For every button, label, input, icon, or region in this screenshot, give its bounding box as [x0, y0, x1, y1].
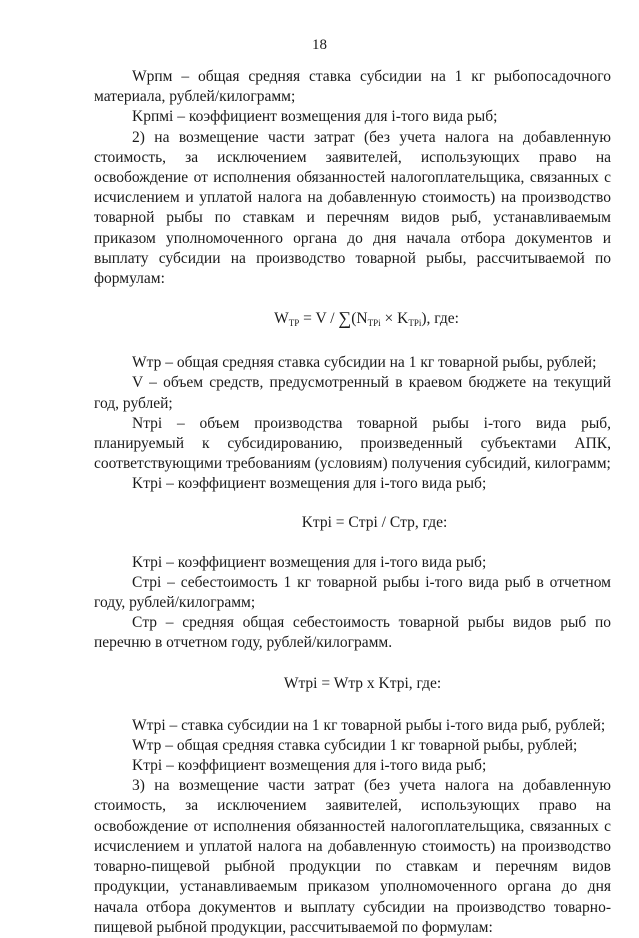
- paragraph: Kтрi – коэффициент возмещения для i-того вида рыб;: [132, 475, 487, 493]
- sum-symbol: ∑: [338, 308, 352, 329]
- paragraph: Kрпмi – коэффициент возмещения для i-того вида рыб;: [132, 108, 498, 126]
- paragraph: Wтр – общая средняя ставка субсидии на 1 кг товарной рыбы, рублей;: [132, 354, 597, 372]
- formula-species-rate: Wтрi = Wтр x Kтрi, где:: [283, 674, 442, 692]
- paragraph: Wтрi – ставка субсидии на 1 кг товарной рыбы i-того вида рыб, рублей;: [132, 716, 606, 734]
- page-number: 18: [312, 37, 327, 53]
- formula-part: × K: [380, 310, 409, 328]
- formula-part: ), где:: [421, 310, 459, 328]
- paragraph: 2) на возмещение части затрат (без учета налога на добавленную стоимость, за исключением заявителей, использующих право на освобождение от исполнения обязанностей налогоплательщика, связанных с исчислением и уплатой налога на добавленную стоимость) на производство товарной рыбы по ставкам и перечням видов рыб, устанавливаемым приказом уполномоченного органа до дня начала отбора документов и выплату субсидии на производство товарной рыбы, рассчитываемой по формулам:: [94, 128, 611, 288]
- formula-part: (N: [351, 310, 368, 328]
- document-body: [94, 67, 611, 938]
- formula-subscript: TP: [288, 318, 300, 329]
- formula-subscript: TPi: [367, 318, 381, 329]
- formula-subsidy-rate: [94, 289, 611, 353]
- formula-coefficient: Kтрi = Cтрi / Cтр, где:: [301, 513, 448, 531]
- paragraph: Kтрi – коэффициент возмещения для i-того вида рыб;: [132, 553, 487, 571]
- paragraph: 3) на возмещение части затрат (без учета налога на добавленную стоимость, за исключением заявителей, использующих право на освобождение от исполнения обязанностей налогоплательщика, связанных с исчислением и уплатой налога на добавленную стоимость) на производство товарно-пищевой рыбной продукции по ставкам и перечням видов продукции, устанавливаемым приказом уполномоченного органа до дня начала отбора документов и выплату субсидии на производство товарно-пищевой рыбной продукции, рассчитываемой по формулам:: [94, 777, 611, 936]
- formula-part: W: [274, 310, 289, 328]
- paragraph: Wрпм – общая средняя ставка субсидии на 1 кг рыбопосадочного материала, рублей/килограмм;: [94, 68, 611, 106]
- paragraph: Wтр – общая средняя ставка субсидии 1 кг товарной рыбы, рублей;: [132, 736, 578, 754]
- formula-part: = V /: [299, 310, 339, 328]
- paragraph: Kтрi – коэффициент возмещения для i-того вида рыб;: [132, 757, 487, 775]
- formula-subscript: TPi: [408, 318, 422, 329]
- paragraph: Cтрi – себестоимость 1 кг товарной рыбы i-того вида рыб в отчетном году, рублей/килограмм;: [94, 573, 611, 612]
- paragraph: Nтрi – объем производства товарной рыбы i-того вида рыб, планируемый к субсидированию, произведенный субъектами АПК, соответствующими требованиям (условиям) получения субсидий, килограмм;: [94, 414, 611, 473]
- paragraph: Cтр – средняя общая себестоимость товарной рыбы видов рыб по перечню в отчетном году, рублей/килограмм.: [94, 614, 611, 652]
- paragraph: V – объем средств, предусмотренный в краевом бюджете на текущий год, рублей;: [94, 374, 611, 412]
